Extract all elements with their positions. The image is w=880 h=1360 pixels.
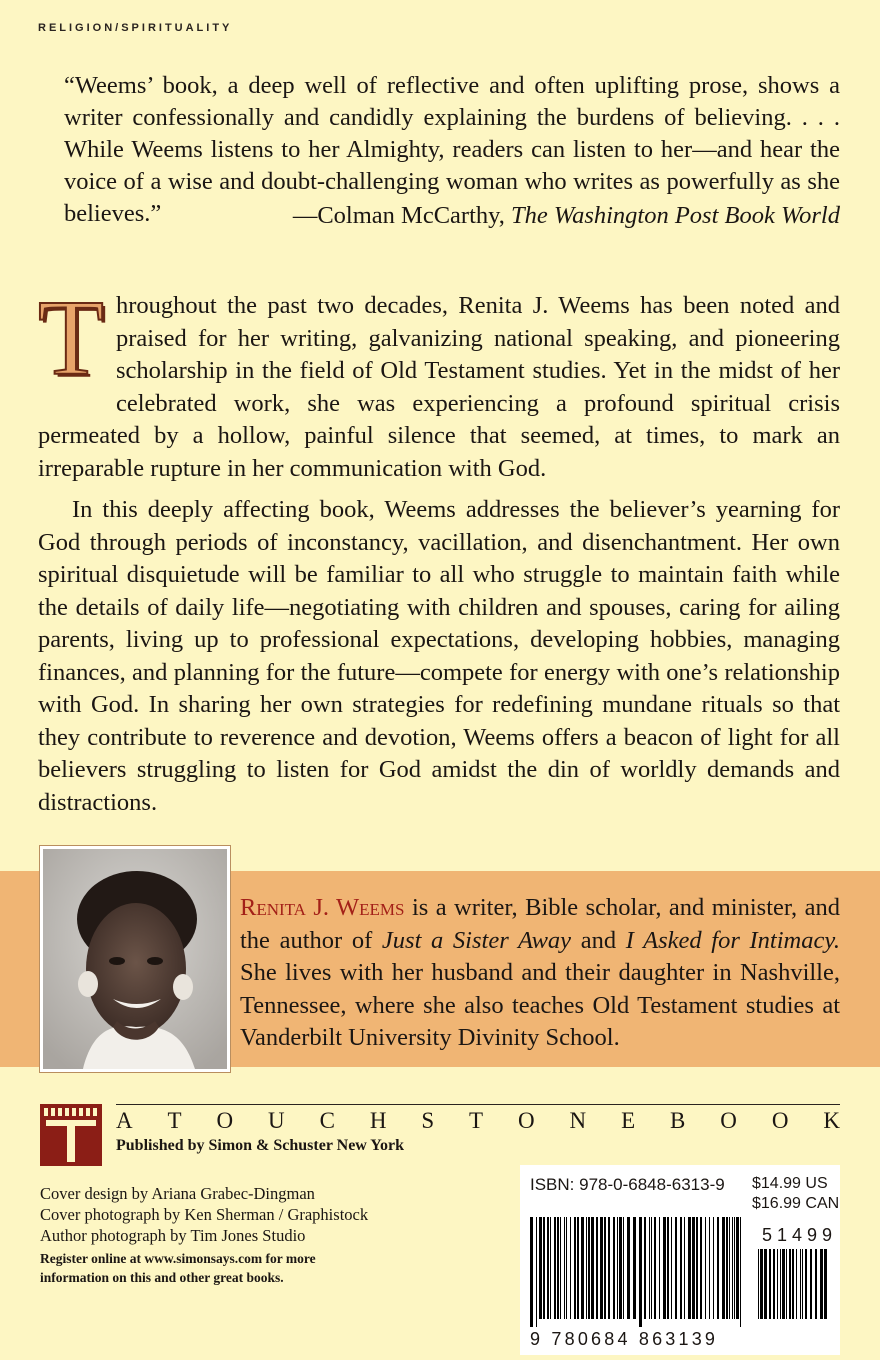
price-us: $14.99 US [752,1175,828,1192]
bio-text-2: and [571,926,626,954]
addon-barcode-icon [758,1249,830,1327]
price-can: $16.99 CAN [752,1195,840,1212]
review-quote: “Weems’ book, a deep well of reflective and often uplifting prose, shows a writer confessionally and candidly explaining the burdens of believing. . . . While Weems listens to her Almighty, readers can listen to her—and hear the voice of a wise and doubt-challenging woman who writes as powerfully as she believes.” [64,72,840,227]
touchstone-logo-icon [40,1104,102,1166]
addon-digits: 51499 [762,1225,838,1245]
bio-book-2: I Asked for Intimacy. [625,926,840,954]
review-attribution [293,200,840,232]
bio-text-3: She lives with her husband and their daughter in Nashville, Tennessee, where she also teaches Old Testament studies at Vanderbilt University Divinity School. [240,959,840,1051]
credit-line: Cover design by Ariana Grabec-Dingman [40,1184,315,1203]
imprint-letter: T [167,1108,182,1133]
paragraph-1-text: hroughout the past two decades, Renita J. Weems has been noted and praised for her writing, galvanizing national speaking, and pioneering scholarship in the field of Old Testament studies. Yet in the midst of her celebrated work, she was experiencing a profound spiritual crisis permeated by a hollow, painful silence that seemed, at times, to mark an irreparable rupture in her communication with God. [38,292,840,482]
imprint-rule [116,1104,840,1105]
imprint-letter: C [319,1108,335,1133]
imprint-letter: O [518,1108,535,1133]
bio-book-1: Just a Sister Away [381,926,572,954]
barcode-panel [520,1165,840,1355]
credit-line: Cover photograph by Ken Sherman / Graphistock [40,1205,369,1224]
imprint-letter: N [569,1108,587,1133]
category-label: RELIGION/SPIRITUALITY [38,22,233,34]
imprint-letter: U [268,1108,285,1133]
isbn-label: ISBN: 978-0-6848-6313-9 [530,1175,725,1194]
imprint-letter: E [621,1108,636,1133]
imprint-letter: T [469,1108,484,1133]
author-photo [40,846,230,1072]
register-line-2: information on this and other great books. [40,1270,284,1285]
publisher-line: Published by Simon & Schuster New York [116,1137,405,1154]
ean-digits: 9 780684 863139 [530,1329,719,1349]
author-name: Renita J. Weems [240,894,405,921]
imprint-title [116,1108,840,1134]
attribution-name: —Colman McCarthy, [292,202,505,229]
cover-credits [40,1183,368,1246]
bio-text-1: is a writer, Bible scholar, and minister, and the author of [240,894,840,954]
book-description [38,279,840,828]
author-bio [240,892,840,1055]
imprint-letter: B [670,1108,686,1133]
imprint-letter: K [823,1108,840,1133]
attribution-source: The Washington Post Book World [511,202,840,229]
imprint-letter: H [369,1108,387,1133]
description-paragraph-2: In this deeply affecting book, Weems addresses the believer’s yearning for God through periods of inconstancy, vacillation, and disenchantment. Her own spiritual disquietude will be familiar to all who struggle to maintain faith while the details of daily life—negotiating with children and spouses, caring for ailing parents, living up to professional expectations, developing hobbies, managing finances, and planning for the future—compete for energy with one’s relationship with God. In sharing her own strategies for redefining mundane rituals so that they contribute to reverence and devotion, Weems offers a beacon of light for all believers struggling to listen for God amidst the din of worldly demands and distractions. [38,496,840,816]
imprint-letter: S [421,1108,435,1133]
imprint-letter: O [720,1108,737,1133]
imprint-letter: O [771,1108,789,1133]
credit-line: Author photograph by Tim Jones Studio [40,1226,306,1245]
imprint-letter: A [116,1108,133,1133]
imprint-letter: O [216,1108,234,1133]
drop-cap: T [38,279,104,398]
description-paragraph-1 [38,279,840,485]
ean-barcode-icon [530,1217,746,1327]
register-note [40,1249,316,1287]
register-line-1: Register online at www.simonsays.com for more [40,1251,316,1266]
